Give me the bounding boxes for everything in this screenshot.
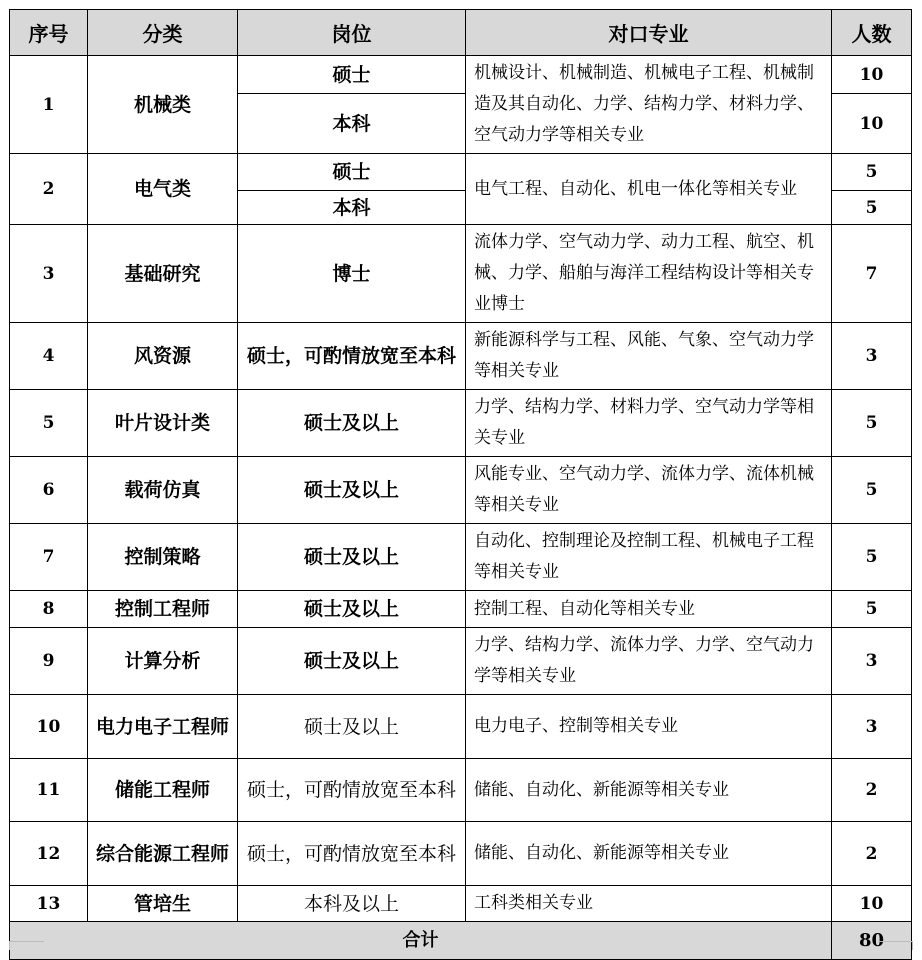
row-index: 5 bbox=[10, 390, 88, 457]
table-row bbox=[10, 628, 912, 695]
row-position: 硕士及以上 bbox=[238, 524, 466, 591]
row-category: 风资源 bbox=[88, 323, 238, 390]
row-count: 5 bbox=[832, 591, 912, 628]
row-major: 电气工程、自动化、机电一体化等相关专业 bbox=[466, 154, 832, 225]
page-corner-mark bbox=[878, 941, 913, 950]
row-index: 8 bbox=[10, 591, 88, 628]
row-category: 计算分析 bbox=[88, 628, 238, 695]
row-position: 硕士及以上 bbox=[238, 591, 466, 628]
row-category: 基础研究 bbox=[88, 225, 238, 323]
row-count: 7 bbox=[832, 225, 912, 323]
row-count: 3 bbox=[832, 323, 912, 390]
row-count: 5 bbox=[832, 524, 912, 591]
page-corner-mark bbox=[9, 941, 44, 950]
row-count: 2 bbox=[832, 759, 912, 822]
row-major: 风能专业、空气动力学、流体力学、流体机械等相关专业 bbox=[466, 457, 832, 524]
row-count: 2 bbox=[832, 822, 912, 886]
row-category: 控制策略 bbox=[88, 524, 238, 591]
table-row bbox=[10, 457, 912, 524]
row-index: 13 bbox=[10, 886, 88, 922]
row-index: 12 bbox=[10, 822, 88, 886]
row-major: 新能源科学与工程、风能、气象、空气动力学等相关专业 bbox=[466, 323, 832, 390]
row-major: 储能、自动化、新能源等相关专业 bbox=[466, 759, 832, 822]
row-category: 综合能源工程师 bbox=[88, 822, 238, 886]
table-row bbox=[10, 759, 912, 822]
row-position: 硕士及以上 bbox=[238, 390, 466, 457]
table-row bbox=[10, 154, 912, 191]
header-row bbox=[10, 10, 912, 56]
table-row bbox=[10, 225, 912, 323]
header-position: 岗位 bbox=[238, 10, 466, 56]
table-row bbox=[10, 524, 912, 591]
header-count: 人数 bbox=[832, 10, 912, 56]
row-index: 11 bbox=[10, 759, 88, 822]
row-category: 叶片设计类 bbox=[88, 390, 238, 457]
row-position: 硕士，可酌情放宽至本科 bbox=[238, 759, 466, 822]
row-count: 5 bbox=[832, 457, 912, 524]
row-category: 管培生 bbox=[88, 886, 238, 922]
row-major: 储能、自动化、新能源等相关专业 bbox=[466, 822, 832, 886]
row-index: 9 bbox=[10, 628, 88, 695]
row-index: 10 bbox=[10, 695, 88, 759]
row-major: 力学、结构力学、流体力学、力学、空气动力学等相关专业 bbox=[466, 628, 832, 695]
row-position: 硕士，可酌情放宽至本科 bbox=[238, 822, 466, 886]
row-index: 2 bbox=[10, 154, 88, 225]
row-position: 硕士及以上 bbox=[238, 457, 466, 524]
row-category: 载荷仿真 bbox=[88, 457, 238, 524]
row-index: 1 bbox=[10, 56, 88, 154]
table-row bbox=[10, 323, 912, 390]
row-position: 本科 bbox=[238, 191, 466, 225]
row-position: 硕士 bbox=[238, 154, 466, 191]
total-row bbox=[10, 922, 912, 960]
table-row bbox=[10, 695, 912, 759]
row-index: 6 bbox=[10, 457, 88, 524]
row-index: 7 bbox=[10, 524, 88, 591]
row-category: 电气类 bbox=[88, 154, 238, 225]
row-index: 3 bbox=[10, 225, 88, 323]
row-major: 控制工程、自动化等相关专业 bbox=[466, 591, 832, 628]
row-major: 工科类相关专业 bbox=[466, 886, 832, 922]
row-count: 3 bbox=[832, 628, 912, 695]
recruitment-table bbox=[9, 9, 912, 960]
table-row bbox=[10, 886, 912, 922]
row-count: 3 bbox=[832, 695, 912, 759]
row-position: 本科及以上 bbox=[238, 886, 466, 922]
header-category: 分类 bbox=[88, 10, 238, 56]
row-category: 机械类 bbox=[88, 56, 238, 154]
row-position: 硕士 bbox=[238, 56, 466, 94]
row-count: 5 bbox=[832, 390, 912, 457]
table-row bbox=[10, 822, 912, 886]
table-row bbox=[10, 56, 912, 94]
row-index: 4 bbox=[10, 323, 88, 390]
row-category: 控制工程师 bbox=[88, 591, 238, 628]
row-position: 博士 bbox=[238, 225, 466, 323]
row-count: 5 bbox=[832, 154, 912, 191]
total-label: 合计 bbox=[10, 922, 832, 960]
row-major: 力学、结构力学、材料力学、空气动力学等相关专业 bbox=[466, 390, 832, 457]
row-category: 储能工程师 bbox=[88, 759, 238, 822]
row-position: 硕士及以上 bbox=[238, 628, 466, 695]
row-category: 电力电子工程师 bbox=[88, 695, 238, 759]
total-value: 80 bbox=[832, 922, 912, 960]
row-count: 10 bbox=[832, 94, 912, 154]
header-major: 对口专业 bbox=[466, 10, 832, 56]
row-major: 电力电子、控制等相关专业 bbox=[466, 695, 832, 759]
row-count: 5 bbox=[832, 191, 912, 225]
row-position: 硕士，可酌情放宽至本科 bbox=[238, 323, 466, 390]
row-major: 自动化、控制理论及控制工程、机械电子工程等相关专业 bbox=[466, 524, 832, 591]
row-count: 10 bbox=[832, 886, 912, 922]
row-count: 10 bbox=[832, 56, 912, 94]
header-index: 序号 bbox=[10, 10, 88, 56]
table-row bbox=[10, 591, 912, 628]
row-position: 硕士及以上 bbox=[238, 695, 466, 759]
table-row bbox=[10, 390, 912, 457]
row-major: 流体力学、空气动力学、动力工程、航空、机械、力学、船舶与海洋工程结构设计等相关专业博士 bbox=[466, 225, 832, 323]
row-major: 机械设计、机械制造、机械电子工程、机械制造及其自动化、力学、结构力学、材料力学、空气动力学等相关专业 bbox=[466, 56, 832, 154]
row-position: 本科 bbox=[238, 94, 466, 154]
